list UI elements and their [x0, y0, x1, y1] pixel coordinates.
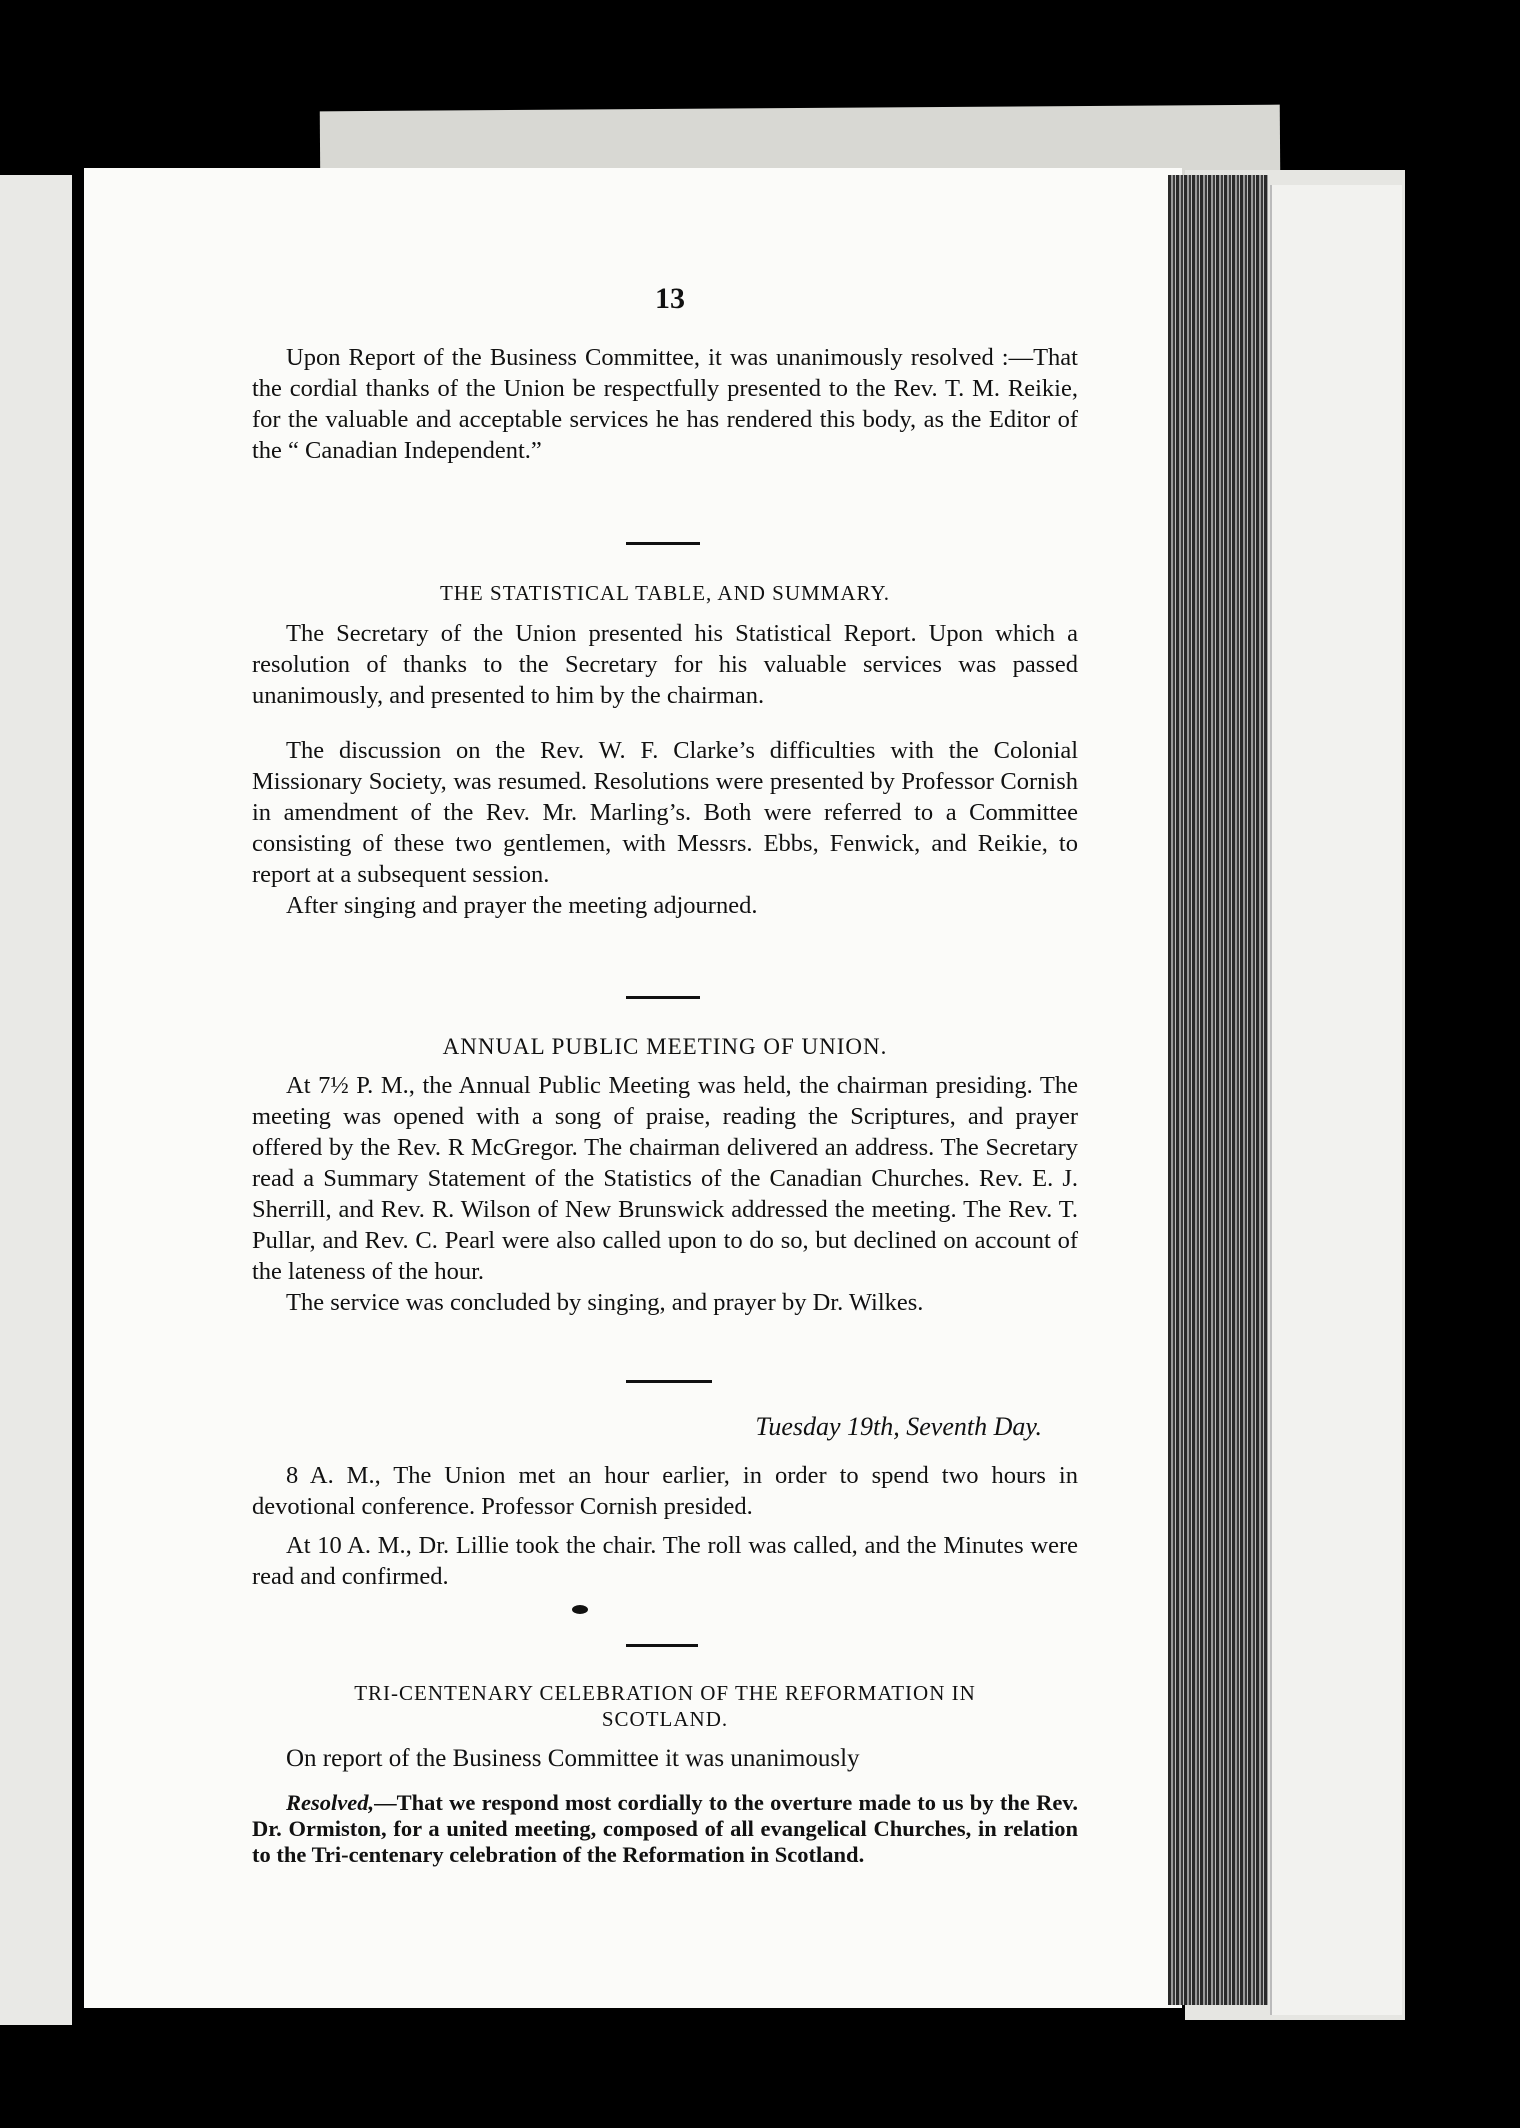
paragraph-text: The discussion on the Rev. W. F. Clarke’s difficulties with the Colonial Missionary Society, was resumed. Resolutions were presented by Professor Cornish in amendment of the Rev. Mr. Marling’s. Both were referred to a Committee consisting of these two gentlemen, with Messrs. Ebbs, Fenwick, and Reikie, to report at a subsequent session.: [252, 737, 1078, 888]
paragraph-text: —That we respond most cordially to the overture made to us by the Rev. Dr. Ormiston, for a united meeting, composed of all evangelical Churches, in relation to the Tri-centenary celebration of the Reformation in Scotland.: [252, 1790, 1078, 1867]
heading-annual-public-meeting: ANNUAL PUBLIC MEETING OF UNION.: [442, 1034, 888, 1059]
right-back-leaf-inner: [1270, 185, 1402, 2015]
paragraph-resolved: [252, 1790, 1078, 1868]
paragraph-text: At 7½ P. M., the Annual Public Meeting was held, the chairman presiding. The meeting was opened with a song of praise, reading the Scriptures, and prayer offered by the Rev. R McGregor. The chairman delivered an address. The Secretary read a Summary Statement of the Statistics of the Canadian Churches. Rev. E. J. Sherrill, and Rev. R. Wilson of New Brunswick addressed the meeting. The Rev. T. Pullar, and Rev. C. Pearl were also called upon to do so, but declined on account of the lateness of the hour.: [252, 1072, 1078, 1285]
paragraph-devotional-conference: [252, 1460, 1078, 1592]
heading-tri-centenary: [252, 1680, 1078, 1732]
paragraph-text: The Secretary of the Union presented his Statistical Report. Upon which a resolution of thanks to the Secretary for his valuable services was passed unanimously, and presented to him by the chairman.: [252, 620, 1078, 709]
printer-ornament: [572, 1605, 588, 1614]
paragraph-statistical-report: [252, 618, 1078, 711]
paragraph-text: Upon Report of the Business Committee, it was unanimously resolved :—That the cordial thanks of the Union be respectfully presented to the Rev. T. M. Reikie, for the valuable and acceptable services he has rendered this body, as the Editor of the “ Canadian Independent.”: [252, 344, 1078, 464]
paragraph-annual-meeting: [252, 1070, 1078, 1318]
section-divider: [626, 996, 700, 999]
paragraph-text: The service was concluded by singing, and prayer by Dr. Wilkes.: [286, 1289, 924, 1316]
paragraph-clarke-discussion: [252, 735, 1078, 921]
paragraph-text: 8 A. M., The Union met an hour earlier, in order to spend two hours in devotional conference. Professor Cornish presided.: [252, 1462, 1078, 1520]
left-facing-page-edge: [0, 175, 72, 2025]
paragraph-business-committee-report: [252, 1743, 1078, 1774]
resolved-label: Resolved,: [286, 1790, 375, 1815]
paragraph-text: At 10 A. M., Dr. Lillie took the chair. The roll was called, and the Minutes were read and confirmed.: [252, 1532, 1078, 1590]
page-number: 13: [655, 282, 685, 315]
section-divider: [626, 542, 700, 545]
paragraph-business-committee: [252, 342, 1078, 466]
section-divider: [626, 1644, 698, 1647]
paragraph-text: After singing and prayer the meeting adjourned.: [286, 892, 758, 919]
page-fore-edge: [1168, 175, 1268, 2005]
dateline-tuesday: Tuesday 19th, Seventh Day.: [755, 1412, 1042, 1441]
heading-line: SCOTLAND.: [601, 1707, 729, 1731]
paragraph-text: On report of the Business Committee it was unanimously: [286, 1745, 860, 1772]
heading-line: TRI-CENTENARY CELEBRATION OF THE REFORMATION IN: [354, 1681, 976, 1705]
heading-statistical-table: THE STATISTICAL TABLE, AND SUMMARY.: [439, 581, 891, 605]
section-divider: [626, 1380, 712, 1383]
